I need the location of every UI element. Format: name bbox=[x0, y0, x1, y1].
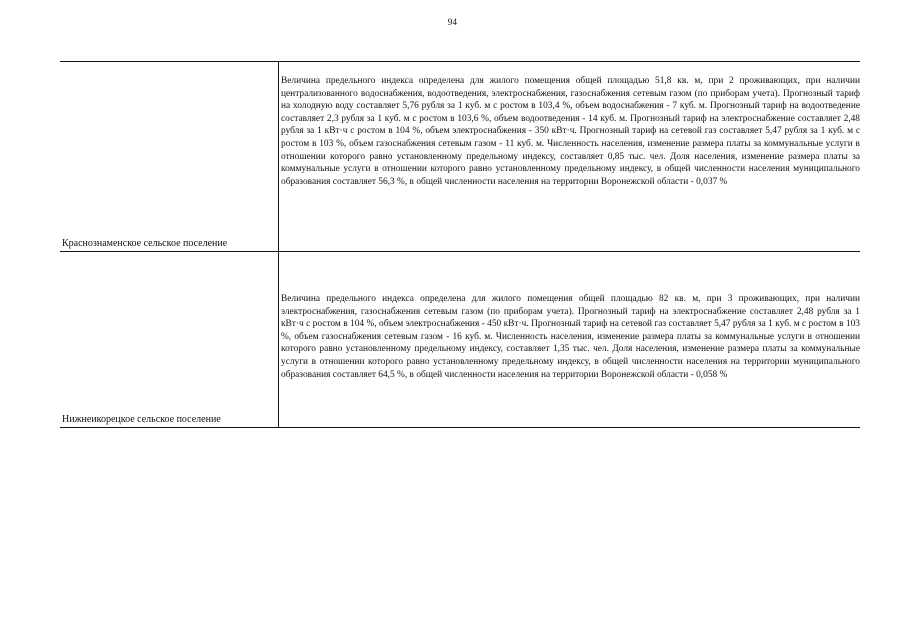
column-divider bbox=[278, 251, 279, 427]
page-number: 94 bbox=[447, 17, 458, 27]
table-top-rule bbox=[60, 61, 860, 62]
settlement-name: Краснознаменское сельское поселение bbox=[62, 238, 228, 249]
settlement-name: Нижнеикорецкое сельское поселение bbox=[62, 414, 221, 425]
index-description: Величина предельного индекса определена для жилого помещения общей площадью 82 кв. м, при 3 проживающих, при наличии электроснабжения, газоснабжения сетевым газом (по приборам учета). Прогнозный тариф на электроснабжение составляет 2,48 рубля за 1 кВт·ч с ростом в 104 %, объем электроснабжения - 450 кВт·ч. Прогнозный тариф на сетевой газ составляет 5,47 рубля за 1 куб. м с ростом в 103 %, объем газоснабжения сетевым газом - 16 куб. м. Численность населения, изменение размера платы за коммунальные услуги в отношении которого равно установленному предельному индексу, составляет 1,35 тыс. чел. Доля населения, изменение размера платы за коммунальные услуги в отношении которого равно установленному предельному индексу, в общей численности населения на территории муниципального образования составляет 64,5 %, в общей численности населения на территории Воронежской области - 0,058 % bbox=[281, 294, 860, 380]
column-divider bbox=[278, 61, 279, 251]
table-row bbox=[60, 75, 860, 252]
index-description: Величина предельного индекса определена для жилого помещения общей площадью 51,8 кв. м, при 2 проживающих, при наличии централизованного водоснабжения, водоотведения, электроснабжения, газоснабжения сетевым газом (по приборам учета). Прогнозный тариф на холодную воду составляет 5,76 рубля за 1 куб. м с ростом в 103,4 %, объем водоснабжения - 7 куб. м. Прогнозный тариф на водоотведение составляет 2,3 рубля за 1 куб. м с ростом в 103,6 %, объем водоотведения - 14 куб. м. Прогнозный тариф на электроснабжение составляет 2,48 рубля за 1 кВт·ч с ростом в 104 %, объем электроснабжения - 350 кВт·ч. Прогнозный тариф на сетевой газ составляет 5,47 рубля за 1 куб. м с ростом в 103 %, объем газоснабжения сетевым газом - 11 куб. м. Численность населения, изменение размера платы за коммунальные услуги в отношении которого равно установленному предельному индексу, составляет 0,85 тыс. чел. Доля населения, изменение размера платы за коммунальные услуги в отношении которого равно установленному предельному индексу, в общей численности населения муниципального образования составляет 56,3 %, в общей численности населения на территории Воронежской области - 0,037 % bbox=[281, 76, 860, 187]
table-row bbox=[60, 251, 860, 428]
